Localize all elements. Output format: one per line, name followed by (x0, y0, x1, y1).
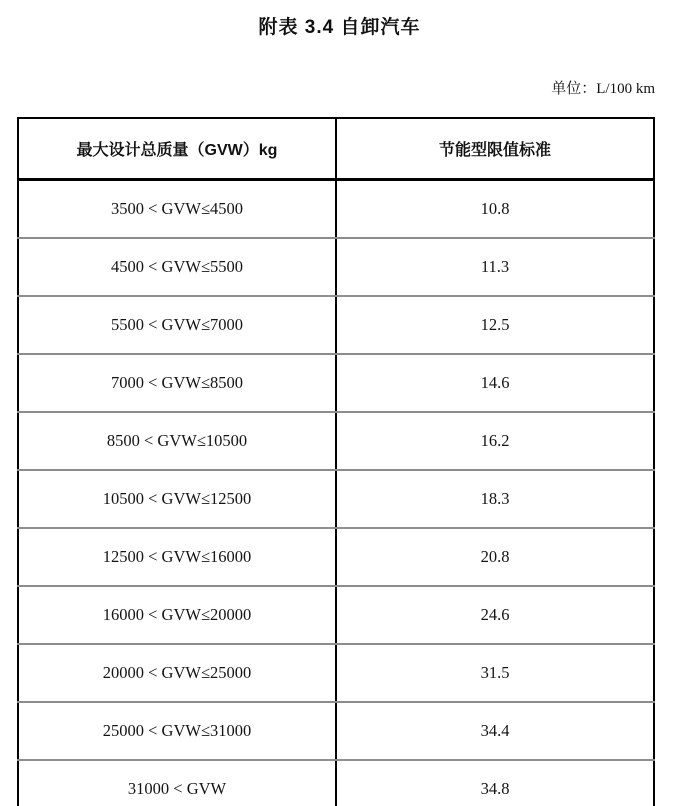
table-row (18, 412, 654, 470)
limit-value-cell: 10.8 (336, 180, 654, 239)
gvw-range-cell: 3500 < GVW≤4500 (18, 180, 336, 239)
limit-value-cell: 16.2 (336, 412, 654, 470)
gvw-range-cell: 10500 < GVW≤12500 (18, 470, 336, 528)
table-row (18, 528, 654, 586)
table-title: 附表 3.4 自卸汽车 (258, 17, 421, 38)
limit-value-cell: 20.8 (336, 528, 654, 586)
table-row (18, 296, 654, 354)
limit-value-cell: 34.8 (336, 760, 654, 806)
table-row (18, 586, 654, 644)
limit-value-cell: 14.6 (336, 354, 654, 412)
table-row (18, 644, 654, 702)
header-row (18, 118, 654, 180)
table-row (18, 238, 654, 296)
gvw-range-cell: 7000 < GVW≤8500 (18, 354, 336, 412)
gvw-range-cell: 25000 < GVW≤31000 (18, 702, 336, 760)
gvw-range-cell: 16000 < GVW≤20000 (18, 586, 336, 644)
table-body (18, 180, 654, 806)
header-gvw-column: 最大设计总质量（GVW）kg (18, 118, 336, 180)
limit-value-cell: 31.5 (336, 644, 654, 702)
header-limit-column: 节能型限值标准 (336, 118, 654, 180)
table-row (18, 470, 654, 528)
gvw-range-cell: 5500 < GVW≤7000 (18, 296, 336, 354)
table-row (18, 702, 654, 760)
limit-value-cell: 34.4 (336, 702, 654, 760)
gvw-range-cell: 20000 < GVW≤25000 (18, 644, 336, 702)
table-row (18, 354, 654, 412)
table-row (18, 180, 654, 239)
gvw-range-cell: 8500 < GVW≤10500 (18, 412, 336, 470)
limit-value-cell: 24.6 (336, 586, 654, 644)
limit-value-cell: 18.3 (336, 470, 654, 528)
unit-label: 单位：L/100 km (551, 81, 655, 97)
limit-value-cell: 12.5 (336, 296, 654, 354)
limit-value-cell: 11.3 (336, 238, 654, 296)
gvw-range-cell: 4500 < GVW≤5500 (18, 238, 336, 296)
gvw-range-cell: 12500 < GVW≤16000 (18, 528, 336, 586)
table-row (18, 760, 654, 806)
table-header (18, 118, 654, 180)
gvw-range-cell: 31000 < GVW (18, 760, 336, 806)
fuel-limits-table (17, 117, 655, 806)
